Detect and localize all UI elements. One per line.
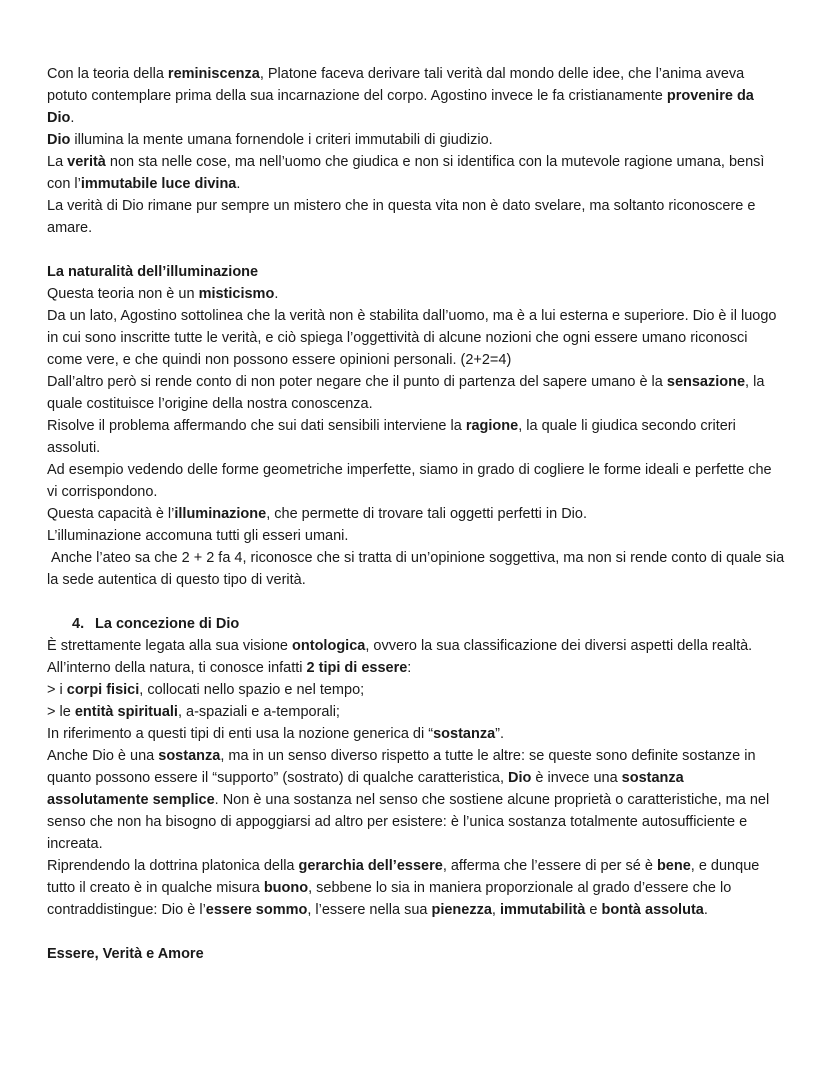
bold-text: Dio (47, 132, 71, 148)
text-segment: . (236, 176, 241, 192)
text-segment: In riferimento a questi tipi di enti usa la nozione generica di “ (47, 726, 434, 742)
paragraph (47, 283, 785, 305)
paragraph (47, 503, 785, 525)
text-segment: , Platone faceva derivare tali verità dal mondo delle idee, che l’anima aveva potuto contemplare prima della sua incarnazione del corpo. Agostino invece le fa cristianamente (47, 66, 749, 104)
paragraph (47, 305, 785, 371)
text-segment: . (703, 902, 708, 918)
bold-text: essere sommo (205, 902, 308, 918)
paragraph (47, 459, 785, 503)
bold-text: buono (263, 880, 309, 896)
bold-text: ragione (465, 418, 519, 434)
text-segment: La (47, 154, 68, 170)
text-segment: > le (47, 704, 75, 720)
bold-text: corpi fisici (66, 682, 140, 698)
text-segment: , afferma che l’essere di per sé è (442, 858, 657, 874)
text-segment: , l’essere nella sua (307, 902, 432, 918)
text-segment: L’illuminazione accomuna tutti gli esseri umani. (47, 528, 349, 544)
text-segment: , e dunque tutto il creato è in qualche misura (47, 858, 764, 896)
bold-text: provenire da Dio (47, 88, 758, 126)
text-segment: . (274, 286, 279, 302)
text-segment: . Non è una sostanza nel senso che sostiene alcune proprietà o caratteristiche, ma nel senso che non ha bisogno di appoggiarsi ad altro per esistere: è l’unica sostanza totalmente autosufficiente e increata. (47, 792, 774, 852)
text-segment: , ma in un senso diverso rispetto a tutte le altre: se queste sono definite sostanze in quanto possono essere il “supporto” (sostrato) di qualche caratteristica, (47, 748, 760, 786)
text-segment: Questa capacità è l’ (47, 506, 175, 522)
bold-text: bontà assoluta (601, 902, 704, 918)
text-segment: Riprendendo la dottrina platonica della (47, 858, 299, 874)
bold-text: La concezione di Dio (95, 616, 240, 632)
text-segment: , sebbene lo sia in maniera proporzionale al grado d’essere che lo contraddistingue: Dio è l’ (47, 880, 736, 918)
text-segment: La verità di Dio rimane pur sempre un mistero che in questa vita non è dato svelare, ma soltanto riconoscere e amare. (47, 198, 760, 236)
section-heading (47, 943, 785, 965)
paragraph (47, 745, 785, 855)
bold-text: sensazione (666, 374, 746, 390)
text-segment: Questa teoria non è un (47, 286, 199, 302)
bold-text: verità (67, 154, 106, 170)
bold-text: La naturalità dell’illuminazione (47, 264, 259, 280)
bold-text: 2 tipi di essere (306, 660, 408, 676)
paragraph (47, 151, 785, 195)
bold-text: immutabilità (499, 902, 586, 918)
text-segment: È strettamente legata alla sua visione (47, 638, 293, 654)
bold-text: Essere, Verità e Amore (47, 946, 204, 962)
text-segment: è invece una (531, 770, 622, 786)
paragraph (47, 855, 785, 921)
document-body (47, 63, 789, 965)
text-segment: , la quale li giudica secondo criteri assoluti. (47, 418, 740, 456)
paragraph (47, 129, 785, 151)
bold-text: illuminazione (174, 506, 267, 522)
blank-line (47, 591, 785, 613)
bold-text: sostanza (158, 748, 221, 764)
paragraph (47, 371, 785, 415)
list-number: 4. (72, 616, 85, 632)
text-segment: : (407, 660, 412, 676)
bold-text: bene (656, 858, 691, 874)
bold-text: gerarchia dell’essere (298, 858, 443, 874)
text-segment: illumina la mente umana fornendole i criteri immutabili di giudizio. (70, 132, 493, 148)
bold-text: misticismo (198, 286, 275, 302)
text-segment: non sta nelle cose, ma nell’uomo che giudica e non si identifica con la mutevole ragione umana, bensì con l’ (47, 154, 769, 192)
paragraph (47, 701, 785, 723)
blank-line (47, 921, 785, 943)
bold-text: pienezza (431, 902, 492, 918)
bold-text: reminiscenza (167, 66, 260, 82)
section-heading (47, 261, 785, 283)
text-segment: , ovvero la sua classificazione dei diversi aspetti della realtà. All’interno della natura, ti conosce infatti (47, 638, 756, 676)
paragraph (47, 195, 785, 239)
blank-line (47, 239, 785, 261)
bold-text: ontologica (292, 638, 366, 654)
bold-text: sostanza assolutamente semplice (47, 770, 688, 808)
text-segment: Anche l’ateo sa che 2 + 2 fa 4, riconosce che si tratta di un’opinione soggettiva, ma non si rende conto di quale sia la sede autentica di questo tipo di verità. (47, 550, 789, 588)
text-segment: > i (47, 682, 67, 698)
text-segment: e (585, 902, 602, 918)
text-segment: . (70, 110, 75, 126)
paragraph (47, 415, 785, 459)
bold-text: sostanza (433, 726, 496, 742)
bold-text: immutabile luce divina (80, 176, 237, 192)
text-segment: Dall’altro però si rende conto di non poter negare che il punto di partenza del sapere umano è la (47, 374, 667, 390)
paragraph (47, 635, 785, 679)
text-segment: Risolve il problema affermando che sui dati sensibili interviene la (47, 418, 466, 434)
text-segment: , collocati nello spazio e nel tempo; (139, 682, 365, 698)
paragraph (47, 63, 785, 129)
paragraph (47, 525, 785, 547)
text-segment: , la quale costituisce l’origine della nostra conoscenza. (47, 374, 769, 412)
paragraph (47, 547, 789, 591)
bold-text: entità spirituali (74, 704, 178, 720)
text-segment: , a-spaziali e a-temporali; (177, 704, 340, 720)
paragraph (47, 679, 785, 701)
text-segment: ”. (495, 726, 504, 742)
bold-text: Dio (508, 770, 532, 786)
text-segment: Ad esempio vedendo delle forme geometriche imperfette, siamo in grado di cogliere le forme ideali e perfette che vi corrispondono. (47, 462, 776, 500)
text-segment: Con la teoria della (47, 66, 168, 82)
text-segment: Da un lato, Agostino sottolinea che la verità non è stabilita dall’uomo, ma è a lui esterna e superiore. Dio è il luogo in cui sono inscritte tutte le verità, e ciò spiega l’oggettività di alcune nozioni che ogni essere umano riconosci come vere, e che quindi non possono essere opinioni personali. (2+2=4) (47, 308, 781, 368)
section-heading (47, 613, 785, 635)
text-segment: , (491, 902, 500, 918)
text-segment: , che permette di trovare tali oggetti perfetti in Dio. (266, 506, 587, 522)
text-segment: Anche Dio è una (47, 748, 159, 764)
paragraph (47, 723, 785, 745)
